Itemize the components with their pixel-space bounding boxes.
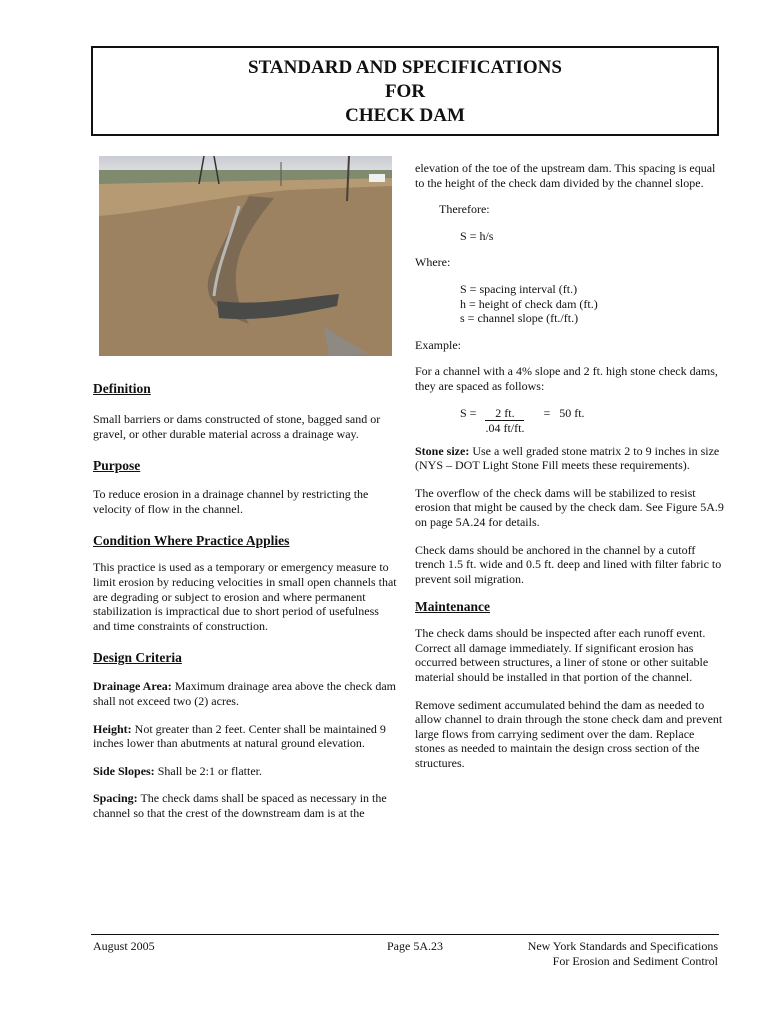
stone-size-label: Stone size: bbox=[415, 443, 470, 458]
footer-publisher-line-2: For Erosion and Sediment Control bbox=[552, 953, 718, 968]
purpose-text: To reduce erosion in a drainage channel by restricting the velocity of flow in the channel. bbox=[93, 487, 369, 516]
example-equation bbox=[415, 406, 725, 436]
footer-publisher-line-1: New York Standards and Specifications bbox=[527, 939, 718, 953]
footer-divider bbox=[91, 934, 719, 935]
equation-lhs: S = bbox=[460, 405, 477, 420]
height-label: Height: bbox=[93, 721, 132, 736]
spacing-formula: S = h/s bbox=[460, 228, 494, 243]
equation-rhs: = 50 ft. bbox=[543, 405, 585, 420]
definition-slope: s = channel slope (ft./ft.) bbox=[460, 311, 579, 326]
definition-heading: Definition bbox=[93, 381, 151, 396]
side-slopes-text: Shall be 2:1 or flatter. bbox=[154, 763, 262, 778]
stone-size-paragraph bbox=[415, 444, 725, 473]
anchor-text: Check dams should be anchored in the channel by a cutoff trench 1.5 ft. wide and 0.5 ft. deep and lined with filter fabric to prevent soil migration. bbox=[415, 542, 722, 586]
height-paragraph bbox=[93, 722, 398, 751]
equation-numerator: 2 ft. bbox=[485, 406, 524, 422]
check-dam-photo bbox=[99, 156, 392, 356]
footer-publisher bbox=[528, 939, 718, 968]
title-line-1: STANDARD AND SPECIFICATIONS bbox=[248, 57, 562, 78]
spacing-text: The check dams shall be spaced as necessary in the channel so that the crest of the downstream dam is at the bbox=[93, 791, 387, 820]
spacing-label: Spacing: bbox=[93, 791, 138, 806]
footer-date: August 2005 bbox=[93, 939, 155, 953]
maintenance-heading: Maintenance bbox=[415, 599, 490, 615]
condition-heading: Condition Where Practice Applies bbox=[93, 533, 290, 549]
example-label: Example: bbox=[415, 337, 461, 352]
left-column bbox=[93, 380, 398, 821]
overflow-text: The overflow of the check dams will be stabilized to resist erosion that might be caused by the check dam. See Figure 5A.9 on page 5A.24 for details. bbox=[415, 485, 724, 529]
side-slopes-label: Side Slopes: bbox=[93, 763, 155, 778]
stone-size-text: Use a well graded stone matrix 2 to 9 inches in size (NYS – DOT Light Stone Fill meets these requirements). bbox=[415, 443, 720, 473]
definition-height: h = height of check dam (ft.) bbox=[460, 296, 598, 311]
example-text: For a channel with a 4% slope and 2 ft. high stone check dams, they are spaced as follows: bbox=[415, 364, 718, 393]
maintenance-text-1: The check dams should be inspected after each runoff event. Correct all damage immediately. If significant erosion has occurred between structures, a liner of stone or other suitable material should be installed in that portion of the channel. bbox=[415, 626, 709, 685]
condition-text: This practice is used as a temporary or emergency measure to limit erosion by reducing velocities in small open channels that are degrading or subject to erosion and where permanent stabilization is impractical due to short period of usefulness and time constraints of construction. bbox=[93, 560, 397, 633]
title-box bbox=[91, 46, 719, 136]
spacing-paragraph bbox=[93, 791, 398, 820]
footer-page-number: Page 5A.23 bbox=[387, 939, 443, 953]
design-heading: Design Criteria bbox=[93, 650, 182, 666]
definition-text: Small barriers or dams constructed of stone, bagged sand or gravel, or other durable material across a drainage way. bbox=[93, 412, 381, 441]
height-text: Not greater than 2 feet. Center shall be maintained 9 inches lower than abutments at natural ground elevation. bbox=[93, 721, 386, 751]
drainage-text: Maximum drainage area above the check dam shall not exceed two (2) acres. bbox=[93, 679, 396, 708]
title-line-2: FOR bbox=[384, 81, 426, 102]
title-line-3: CHECK DAM bbox=[345, 105, 465, 126]
equation-fraction bbox=[485, 406, 524, 436]
drainage-paragraph bbox=[93, 679, 398, 708]
drainage-label: Drainage Area: bbox=[93, 679, 172, 694]
definition-spacing: S = spacing interval (ft.) bbox=[460, 281, 578, 296]
maintenance-text-2: Remove sediment accumulated behind the dam as needed to allow channel to drain through the stone check dam and prevent large flows from carrying sediment over the dam. Replace stones as needed to maintain the design cross section of the structures. bbox=[415, 697, 723, 771]
side-slopes-paragraph bbox=[93, 764, 398, 779]
spacing-continued-text: elevation of the toe of the upstream dam. This spacing is equal to the height of the check dam divided by the channel slope. bbox=[415, 161, 716, 190]
purpose-heading: Purpose bbox=[93, 458, 141, 474]
equation-denominator: .04 ft/ft. bbox=[485, 421, 525, 436]
right-column bbox=[415, 161, 725, 771]
therefore-text: Therefore: bbox=[439, 202, 490, 217]
where-text: Where: bbox=[415, 255, 451, 270]
